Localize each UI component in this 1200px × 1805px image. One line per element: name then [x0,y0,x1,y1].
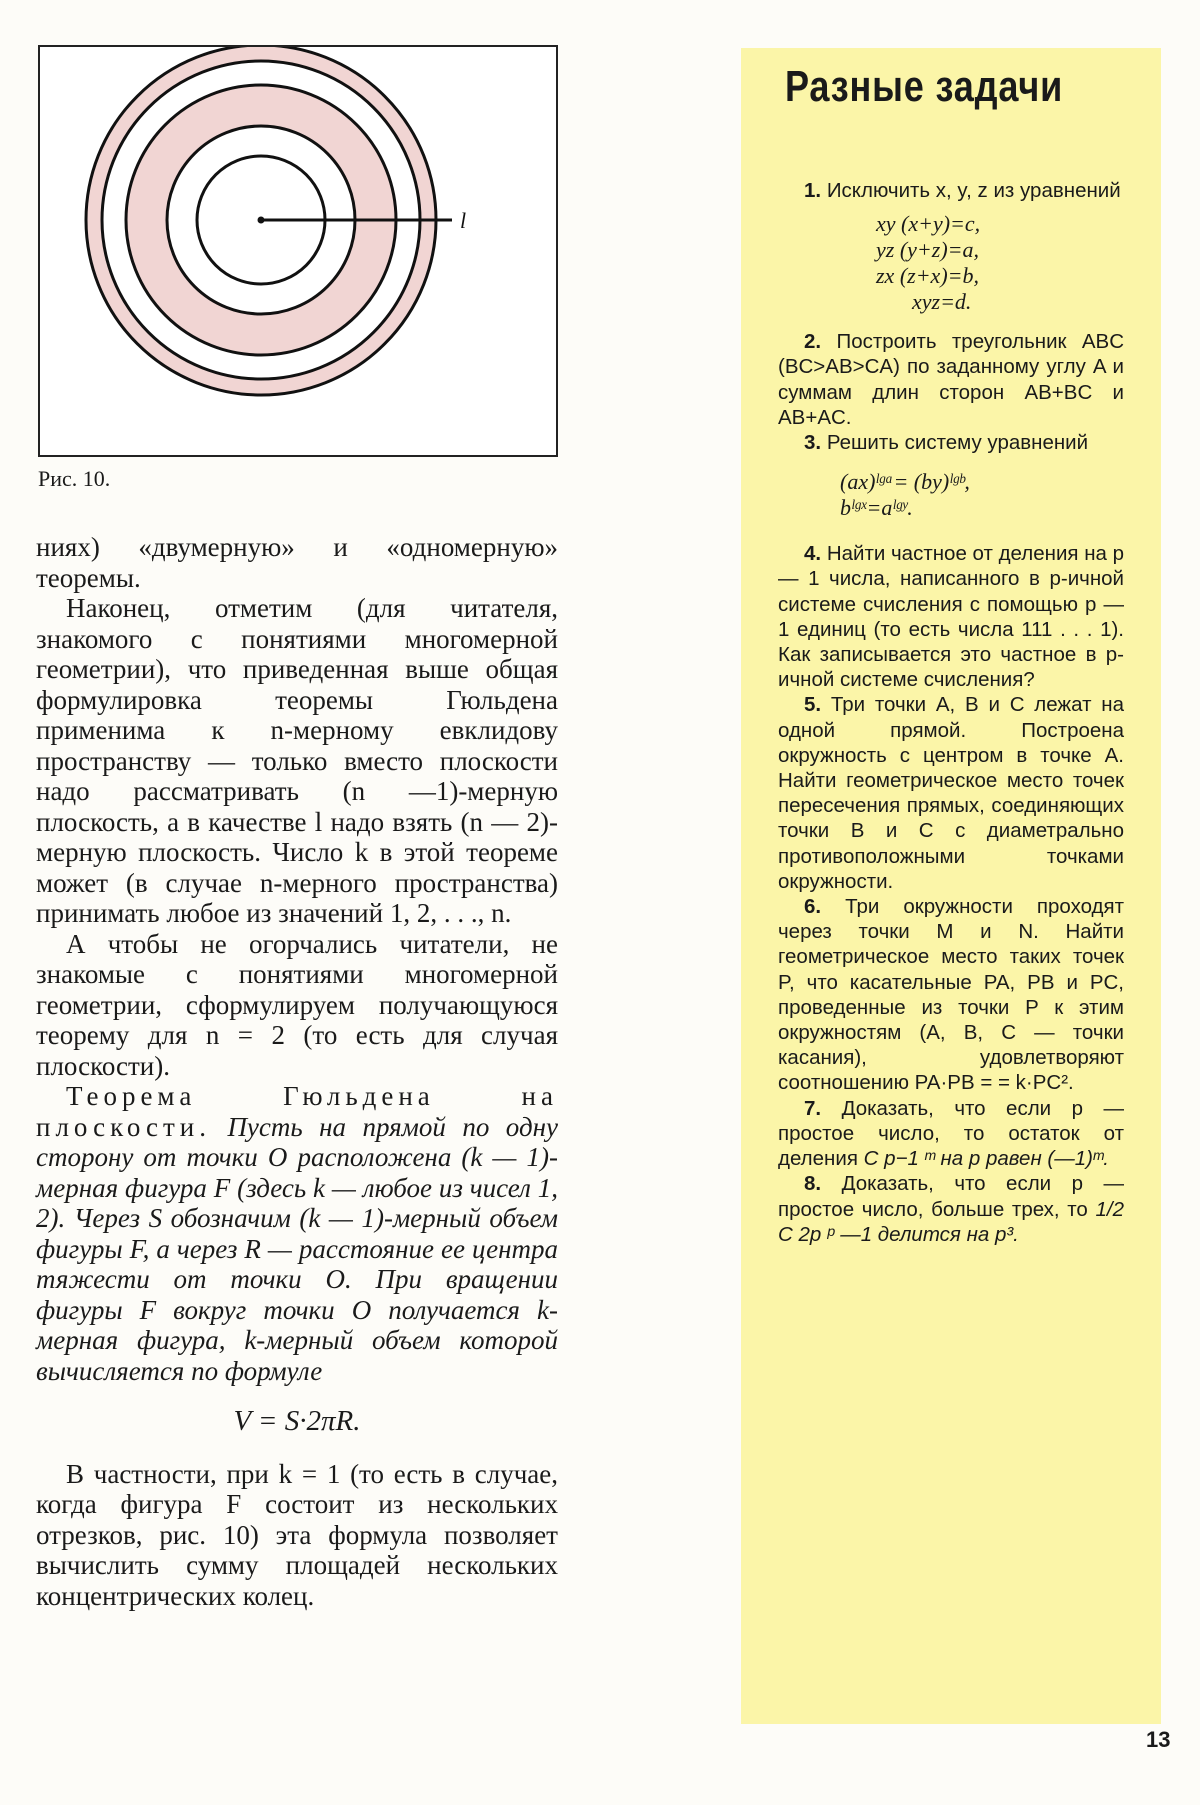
problem-7: 7. Доказать, что если p — простое число, то остаток от деления C p−1 ᵐ на p равен (—1)ᵐ. [778,1096,1124,1171]
line-label-l: l [460,208,467,233]
figure-caption: Рис. 10. [38,466,111,491]
panel-title: Разные задачи [785,62,1064,111]
problem-2: 2. Построить треугольник ABC (BC>AB>CA) по заданному углу A и суммам длин сторон AB+BC и AB+AC. [778,330,1124,429]
problem-7-expression: C p−1 ᵐ на p равен (—1)ᵐ. [863,1147,1109,1171]
problems-list [778,178,1124,1247]
paragraph-5: В частности, при k = 1 (то есть в случае, когда фигура F состоит из нескольких отрезков, рис. 10) эта формула позволяет вычислить сумму площадей нескольких концентрических колец. [36,1458,558,1611]
problem-3: 3. Решить систему уравнений [804,431,1089,455]
concentric-rings-diagram [40,47,556,455]
paragraph-3: А чтобы не огорчались читатели, не знакомые с понятиями многомерной геометрии, сформулируем получающуюся теорему для n = 2 (то есть для случая плоскости). [36,928,558,1081]
problem-8: 8. Доказать, что если p — простое число, больше трех, то 1/2 C 2p ᵖ —1 делится на p³. [778,1172,1124,1246]
problem-8-expression: 1/2 C 2p ᵖ —1 делится на p³. [778,1197,1124,1246]
paragraph-1: ниях) «двумерную» и «одномерную» теоремы. [36,532,558,593]
problem-3-equations: (ax)ˡᵍᵃ= (by)ˡᵍᵇ, bˡᵍˣ=aˡᵍʸ. [840,469,970,521]
theorem-statement: Пусть на прямой по одну сторону от точки O расположена (k — 1)-мерная фигура F (здесь k — любое из чисел 1, 2). Через S обозначим (k — 1)-мерный объем фигуры F, а через R — расстояние ее центра тяжести от точки O. При вращении фигуры F вокруг точки O получается k-мерная фигура, k-мерный объем которой вычисляется по формуле [36,1111,558,1386]
theorem-heading: Теорема Гюльдена на плоскости. [36,1081,558,1142]
problem-1: 1. Исключить x, y, z из уравнений [804,179,1121,202]
paragraph-2: Наконец, отметим (для читателя, знакомого с понятиями многомерной геометрии), что приведенная выше общая формулировка теоремы Гюльдена применима к n-мерному евклидову пространству — только вместо плоскости надо рассматривать (n —1)-мерную плоскость, а в качестве l надо взять (n — 2)-мерную плоскость. Число k в этой теореме может (в случае n-мерного пространства) принимать любое из значений 1, 2, . . ., n. [36,593,558,928]
left-column-text [36,532,558,1611]
volume-formula: V = S·2πR. [233,1405,361,1437]
problem-6: 6. Три окружности проходят через точки M и N. Найти геометрическое место таких точек P, что касательные PA, PB и PC, проведенные из точки P к этим окружностям (A, B, C — точки касания), удовлетворяют соотношению PA·PB = = k·PC². [778,895,1124,1095]
center-point-o [258,217,265,224]
page-number: 13 [1146,1727,1171,1752]
problem-4: 4. Найти частное от деления на p — 1 числа, написанного в p-ичной системе счисления с помощью p — 1 единиц (то есть числа 111 . . . 1). Как записывается это частное в p-ичной системе счисления? [778,542,1125,692]
problem-5: 5. Три точки A, B и C лежат на одной прямой. Построена окружность с центром в точке A. Найти геометрическое место точек пересечения прямых, соединяющих точки B и C с диаметрально противоположными точками окружности. [778,693,1124,893]
problem-1-equations: xy (x+y)=c, yz (y+z)=a, zx (z+x)=b, xyz=d. [876,211,981,315]
figure-10-box [38,45,558,457]
theorem-paragraph [36,1081,558,1386]
